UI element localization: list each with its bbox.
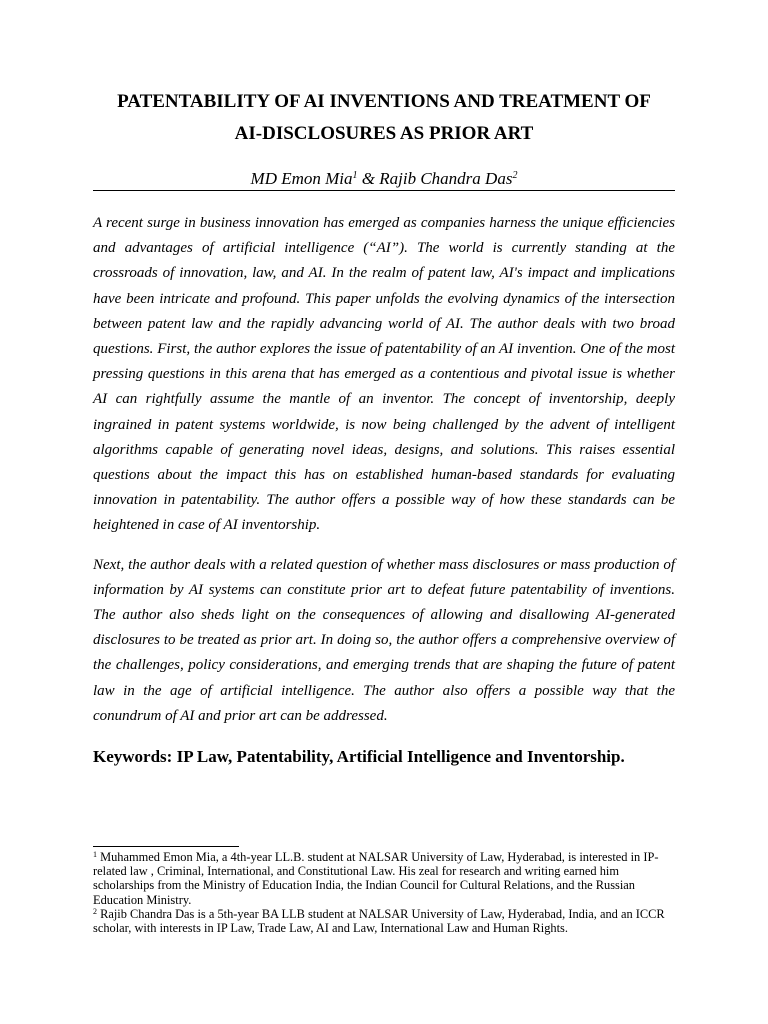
footnote-2 bbox=[93, 907, 675, 935]
author-1-name: MD Emon Mia bbox=[250, 169, 353, 188]
abstract-paragraph-2: Next, the author deals with a related question of whether mass disclosures or mass production of information by AI systems can constitute prior art to defeat future patentability of inventions. The author also sheds light on the consequences of allowing and disallowing AI-generated disclosures to be treated as prior art. In doing so, the author offers a comprehensive overview of the challenges, policy considerations, and emerging trends that are shaping the future of patent law in the age of artificial intelligence. The author also offers a possible way that the conundrum of AI and prior art can be addressed. bbox=[93, 556, 675, 724]
author-2-footnote-mark[interactable]: 2 bbox=[512, 170, 518, 181]
paper-title bbox=[93, 86, 675, 150]
abstract-paragraph-1: A recent surge in business innovation has emerged as companies harness the unique efficiencies and advantages of artificial intelligence (“AI”). The world is currently standing at the crossroads of innovation, law, and AI. In the realm of patent law, AI's impact and implications have been intricate and profound. This paper unfolds the evolving dynamics of the intersection between patent law and the rapidly advancing world of AI. The author deals with two broad questions. First, the author explores the issue of patentability of an AI invention. One of the most pressing questions in this arena that has emerged as a contentious and pivotal issue is whether AI can rightfully assume the mantle of an inventor. The concept of inventorship, deeply ingrained in patent systems worldwide, is now being challenged by the advent of intelligent algorithms capable of generating novel ideas, designs, and solutions. This raises essential questions about the impact this has on established human-based standards for evaluating innovation in patentability. The author offers a possible way of how these standards can be heightened in case of AI inventorship. bbox=[93, 215, 675, 534]
footnote-1-text: Muhammed Emon Mia, a 4th-year LL.B. student at NALSAR University of Law, Hyderabad, is interested in IP-related law , Criminal, International, and Constitutional Law. His zeal for research and writing earned him scholarships from the Ministry of Education India, the Indian Council for Cultural Relations, and the Russian Education Ministry. bbox=[93, 850, 659, 907]
footnote-1-mark: 1 bbox=[93, 850, 97, 859]
footnote-2-text: Rajib Chandra Das is a 5th-year BA LLB student at NALSAR University of Law, Hyderabad, India, and an ICCR scholar, with interests in IP Law, Trade Law, AI and Law, International Law and Human Rights. bbox=[93, 906, 665, 936]
title-line-2: AI-DISCLOSURES AS PRIOR ART bbox=[234, 123, 534, 144]
author-divider bbox=[93, 190, 675, 191]
footnote-divider bbox=[93, 846, 239, 847]
author-1-footnote-mark[interactable]: 1 bbox=[352, 170, 358, 181]
footnotes bbox=[93, 850, 675, 935]
author-2-name: Rajib Chandra Das bbox=[379, 169, 513, 188]
footnote-2-mark: 2 bbox=[93, 906, 97, 916]
title-line-1: PATENTABILITY OF AI INVENTIONS AND TREATMENT OF bbox=[117, 91, 651, 112]
abstract bbox=[93, 211, 675, 743]
author-line bbox=[93, 168, 675, 190]
footnote-1 bbox=[93, 850, 675, 907]
author-separator: & bbox=[357, 169, 380, 188]
keywords: Keywords: IP Law, Patentability, Artificial Intelligence and Inventorship. bbox=[93, 747, 625, 766]
